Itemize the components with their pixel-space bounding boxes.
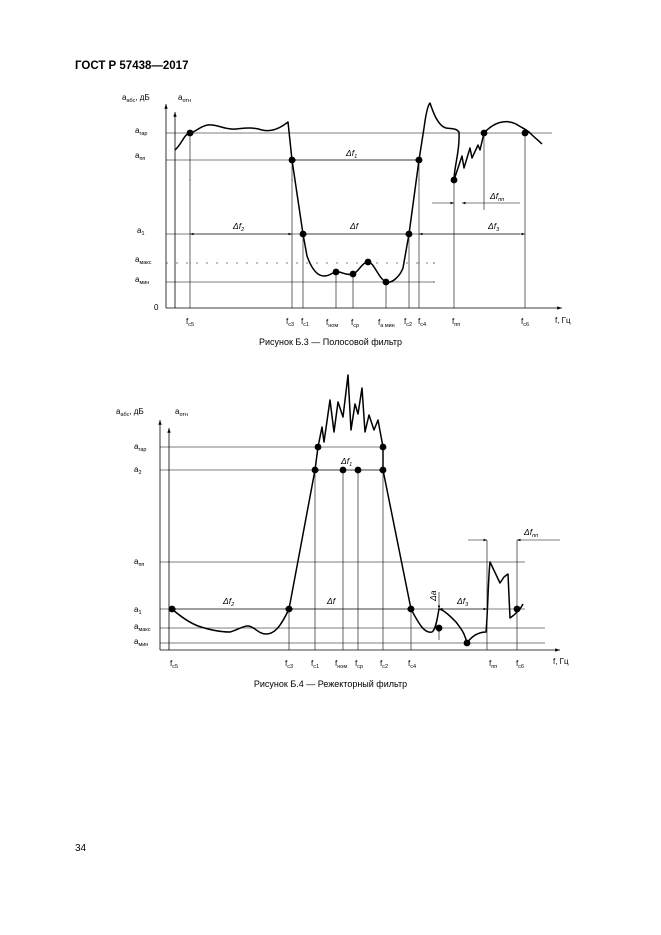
xlabel-fc2: $f_{c2}$ — [404, 317, 413, 328]
ylabel-a-gar: $a_{гар}$ — [134, 442, 147, 453]
figure-caption-b3: Рисунок Б.3 — Полосовой фильтр — [258, 337, 403, 347]
xlabel-fc4: $f_{c4}$ — [418, 317, 427, 328]
label-dfpp: $\Delta f_{пп}$ — [490, 191, 505, 203]
document-header: ГОСТ Р 57438—2017 — [75, 60, 189, 72]
bandstop-diagram — [0, 370, 661, 710]
bandpass-response-curve — [175, 103, 542, 282]
y-axis-abs-label: $a_{абс}$, дБ — [122, 93, 150, 104]
ylabel-a-pp: $a_{пп}$ — [134, 557, 145, 568]
ylabel-a1: $a_1$ — [134, 605, 142, 616]
ylabel-a-maks: $a_{макс}$ — [134, 622, 151, 633]
page-number: 34 — [75, 843, 87, 854]
xlabel-fsr: $f_{ср}$ — [355, 659, 364, 670]
figure-bandstop — [0, 370, 661, 710]
x-axis-label: f, Гц — [555, 316, 571, 325]
label-df: Δf — [327, 596, 336, 606]
ylabel-a-pp: $a_{пп}$ — [135, 151, 146, 162]
figure-bandpass — [0, 0, 661, 380]
ylabel-a-min: $a_{мин}$ — [134, 637, 149, 648]
ylabel-a1: $a_1$ — [137, 226, 145, 237]
xlabel-fc5: $f_{c5}$ — [186, 317, 195, 328]
label-df2: $\Delta f_2$ — [223, 596, 235, 608]
xlabel-fnom: $f_{ном}$ — [335, 659, 348, 670]
label-df: Δf — [350, 221, 359, 231]
label-df1: $\Delta f_1$ — [341, 456, 353, 468]
y-axis-abs-label: $a_{абс}$, дБ — [116, 407, 144, 418]
y-axis-rel-label: $a_{отн}$ — [175, 407, 188, 418]
label-df3: $\Delta f_3$ — [457, 596, 469, 608]
y-axis-rel-label: $a_{отн}$ — [178, 93, 191, 104]
xlabel-fpp: $f_{пп}$ — [489, 659, 498, 670]
xlabel-fc2: $f_{c2}$ — [380, 659, 389, 670]
bandpass-key-points — [187, 130, 529, 286]
label-da: Δa — [428, 590, 438, 601]
xlabel-fc6: $f_{c6}$ — [516, 659, 525, 670]
label-df1: $\Delta f_1$ — [346, 148, 358, 160]
bandpass-diagram — [0, 0, 661, 380]
origin-label: 0 — [154, 303, 159, 312]
ylabel-a2: $a_2$ — [134, 465, 142, 476]
xlabel-famin: $f_{a мин}$ — [378, 318, 395, 329]
xlabel-fc5: $f_{c5}$ — [170, 659, 179, 670]
figure-caption-b4: Рисунок Б.4 — Режекторный фильтр — [253, 679, 408, 689]
label-df2: $\Delta f_2$ — [233, 221, 245, 233]
xlabel-fpp: $f_{пп}$ — [452, 317, 461, 328]
xlabel-fc6: $f_{c6}$ — [521, 317, 530, 328]
ylabel-a-gar: $a_{гар}$ — [135, 126, 148, 137]
xlabel-fc3: $f_{c3}$ — [285, 659, 294, 670]
xlabel-fc3: $f_{c3}$ — [286, 317, 295, 328]
label-df3: $\Delta f_3$ — [488, 221, 500, 233]
label-dfpp: $\Delta f_{пп}$ — [524, 527, 539, 539]
bandstop-key-points — [169, 444, 521, 647]
xlabel-fc4: $f_{c4}$ — [408, 659, 417, 670]
ylabel-a-min: $a_{мин}$ — [135, 275, 150, 286]
xlabel-fsr: $f_{ср}$ — [351, 318, 360, 329]
xlabel-fc1: $f_{c1}$ — [301, 317, 310, 328]
xlabel-fnom: $f_{ном}$ — [326, 318, 339, 329]
xlabel-fc1: $f_{c1}$ — [311, 659, 320, 670]
ylabel-a-maks: $a_{макс}$ — [135, 255, 152, 266]
x-axis-label: f, Гц — [553, 657, 569, 666]
